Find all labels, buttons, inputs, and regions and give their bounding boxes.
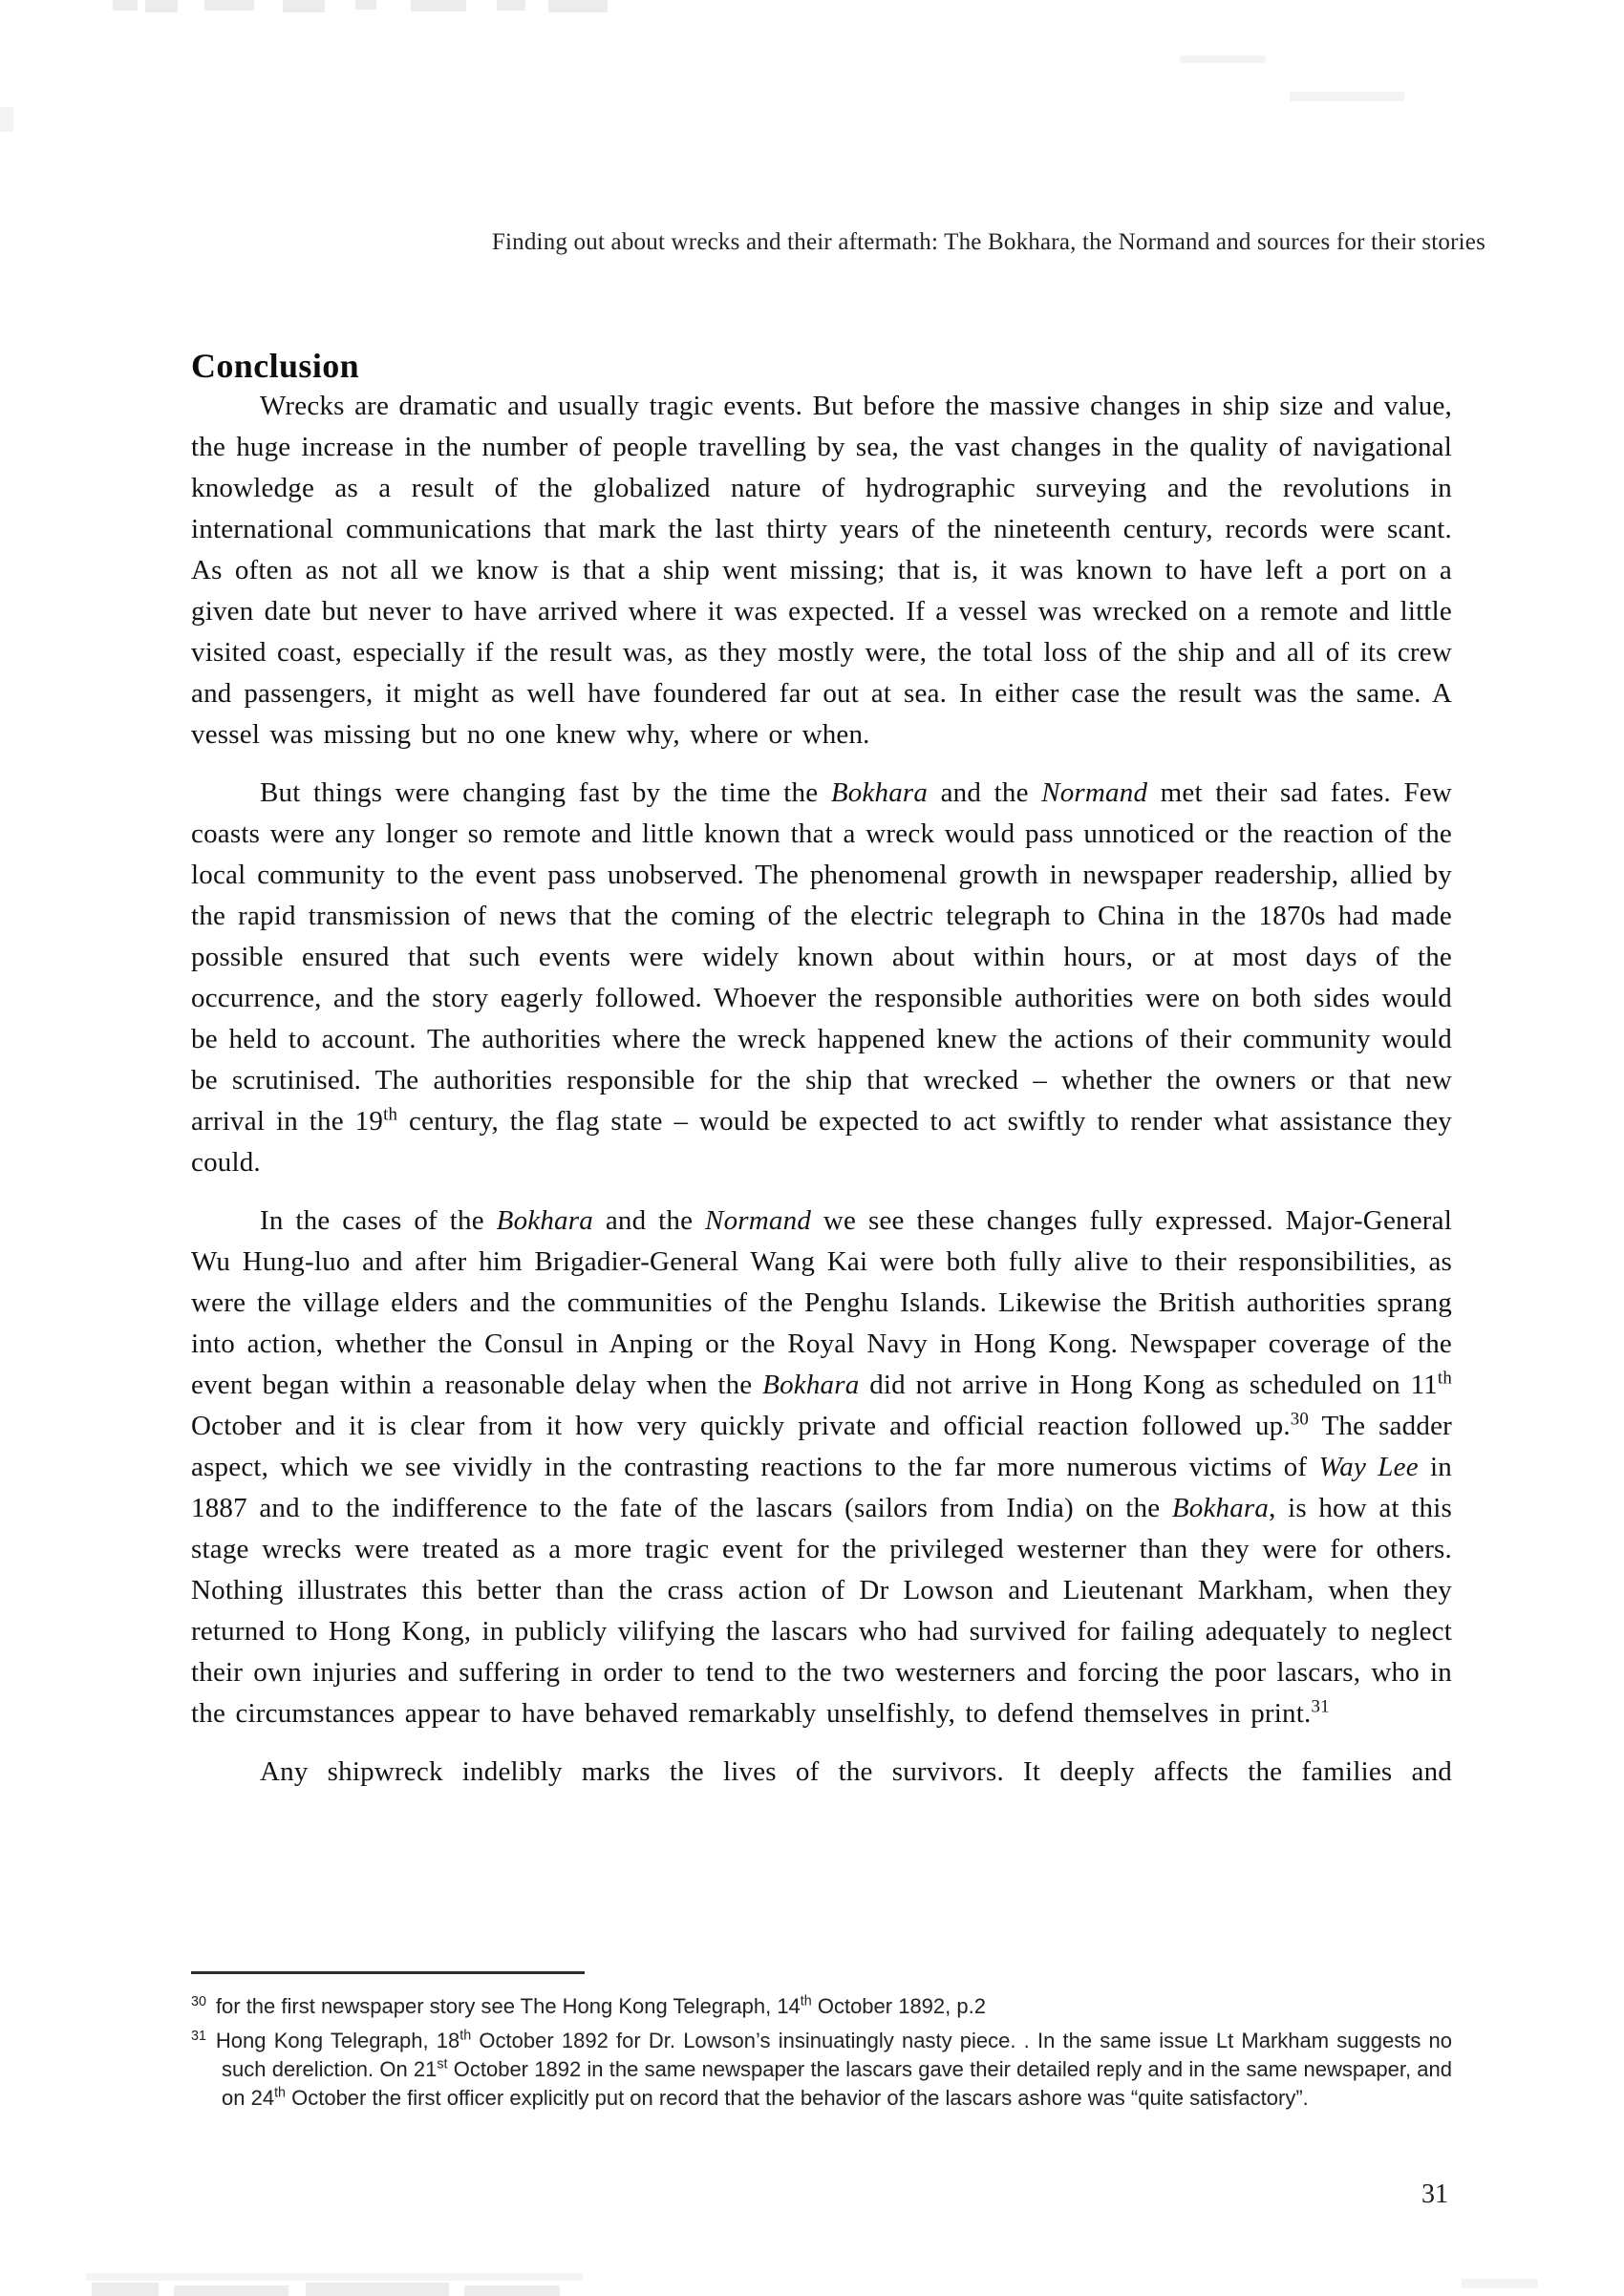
footnote-marker: 31 bbox=[191, 2028, 206, 2044]
scan-artifact bbox=[355, 0, 376, 10]
scan-artifact bbox=[464, 2285, 560, 2296]
scan-artifact bbox=[548, 0, 608, 12]
paragraph: In the cases of the Bokhara and the Normand we see these changes fully expressed. Major-General Wu Hung-luo and after him Brigadier-General Wang Kai were both fully alive to their responsibilities, as were the village elders and the communities of the Penghu Islands. Likewise the British authorities sprang into action, whether the Consul in Anping or the Royal Navy in Hong Kong. Newspaper coverage of the event began within a reasonable delay when the Bokhara did not arrive in Hong Kong as scheduled on 11th October and it is clear from it how very quickly private and official reaction followed up.$^{30}$ The sadder aspect, which we see vividly in the contrasting reactions to the far more numerous victims of Way Lee in 1887 and to the indifference to the fate of the lascars (sailors from India) on the Bokhara, is how at this stage wrecks were treated as a more tragic event for the privileged westerner than they were for others. Nothing illustrates this better than the crass action of Dr Lowson and Lieutenant Markham, when they returned to Hong Kong, in publicly vilifying the lascars who had survived for failing adequately to neglect their own injuries and suffering in order to tend to the two westerners and forcing the poor lascars, who in the circumstances appear to have behaved remarkably unselfishly, to defend themselves in print.$^{31}$ bbox=[191, 1205, 1452, 1729]
footnote bbox=[191, 2027, 1452, 2113]
footnote-rule bbox=[191, 1971, 585, 1974]
scan-artifact bbox=[92, 2283, 159, 2296]
body-text bbox=[191, 386, 1452, 1793]
footnote bbox=[191, 1992, 1452, 2021]
paragraph: Any shipwreck indelibly marks the lives of the survivors. It deeply affects the families and bbox=[260, 1756, 1452, 1787]
scan-artifact bbox=[1290, 92, 1404, 101]
scan-artifact bbox=[283, 0, 325, 12]
scan-artifact bbox=[145, 0, 178, 12]
footnote-text: for the first newspaper story see The Hong Kong Telegraph, 14th October 1892, p.2 bbox=[215, 1993, 986, 2018]
scan-artifact bbox=[1462, 2279, 1538, 2288]
scan-artifact bbox=[1180, 55, 1266, 63]
scan-artifact bbox=[306, 2283, 449, 2296]
page-number: 31 bbox=[1421, 2179, 1448, 2209]
running-head: Finding out about wrecks and their aftermath: The Bokhara, the Normand and sources for their stories bbox=[491, 229, 1485, 255]
scan-artifact bbox=[174, 2285, 288, 2296]
paragraph: But things were changing fast by the time the Bokhara and the Normand met their sad fates. Few coasts were any longer so remote and little known that a wreck would pass unnoticed or the reaction of the local community to the event pass unobserved. The phenomenal growth in newspaper readership, allied by the rapid transmission of news that the coming of the electric telegraph to China in the 1870s had made possible ensured that such events were widely known about within hours, or at most days of the occurrence, and the story eagerly followed. Whoever the responsible authorities were on both sides would be held to account. The authorities where the wreck happened knew the actions of their community would be scrutinised. The authorities responsible for the ship that wrecked – whether the owners or that new arrival in the 19th century, the flag state – would be expected to act swiftly to render what assistance they could. bbox=[191, 777, 1452, 1178]
scan-artifact bbox=[411, 0, 466, 11]
scan-artifact bbox=[86, 2273, 583, 2281]
paragraph: Wrecks are dramatic and usually tragic events. But before the massive changes in ship size and value, the huge increase in the number of people travelling by sea, the vast changes in the quality of navigational knowledge as a result of the globalized nature of hydrographic surveying and the revolutions in international communications that mark the last thirty years of the nineteenth century, records were scant. As often as not all we know is that a ship went missing; that is, it was known to have left a port on a given date but never to have arrived where it was expected. If a vessel was wrecked on a remote and little visited coast, especially if the result was, as they mostly were, the total loss of the ship and all of its crew and passengers, it might as well have foundered far out at sea. In either case the result was the same. A vessel was missing but no one knew why, where or when. bbox=[191, 391, 1452, 750]
footnotes bbox=[191, 1992, 1452, 2118]
footnote-text: Hong Kong Telegraph, 18th October 1892 for Dr. Lowson’s insinuatingly nasty piece. . In the same issue Lt Markham suggests no such dereliction. On 21st October 1892 in the same newspaper the lascars gave their detailed reply and in the same newspaper, and on 24th October the first officer explicitly put on record that the behavior of the lascars ashore was “quite satisfactory”. bbox=[215, 2028, 1453, 2110]
scan-artifact bbox=[0, 107, 13, 132]
scan-artifact bbox=[497, 0, 525, 11]
footnote-marker: 30 bbox=[191, 1993, 206, 2009]
section-title: Conclusion bbox=[191, 347, 360, 386]
scan-artifact bbox=[204, 0, 254, 11]
scan-artifact bbox=[113, 0, 138, 11]
